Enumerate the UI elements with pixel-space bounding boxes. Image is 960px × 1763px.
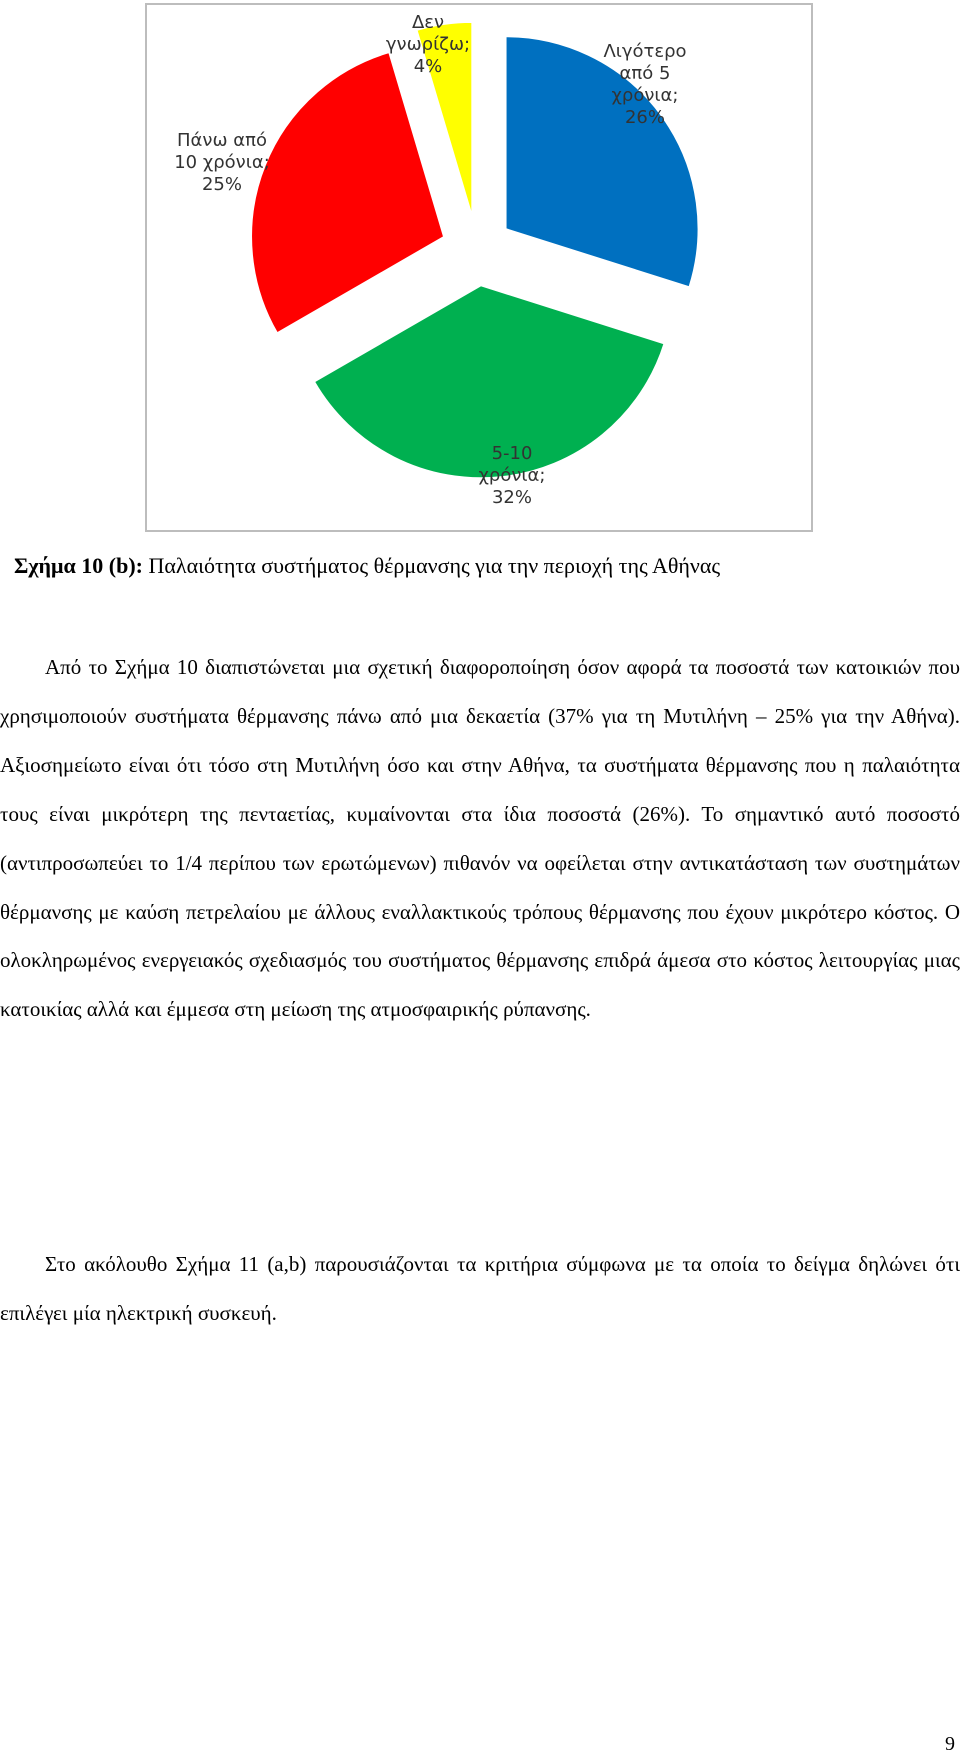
slice-label-over-10-years: Πάνω από 10 χρόνια; 25%: [174, 130, 270, 195]
pie-chart-frame: [145, 3, 813, 532]
slice-label-under-5-years: Λιγότερο από 5 χρόνια; 26%: [603, 41, 687, 128]
figure-caption-label: Σχήμα 10 (b):: [14, 553, 144, 578]
body-paragraph-2: Στο ακόλουθο Σχήμα 11 (a,b) παρουσιάζονται τα κριτήρια σύμφωνα με τα οποία το δείγμα δηλώνει ότι επιλέγει μία ηλεκτρική συσκευή.: [0, 1252, 960, 1325]
slice-label-5-10-years: 5-10 χρόνια; 32%: [478, 443, 546, 508]
figure-caption: [14, 553, 720, 579]
body-paragraph-1: Από το Σχήμα 10 διαπιστώνεται μια σχετική διαφοροποίηση όσον αφορά τα ποσοστά των κατοικιών που χρησιμοποιούν συστήματα θέρμανσης πάνω από μια δεκαετία (37% για τη Μυτιλήνη – 25% για την Αθήνα). Αξιοσημείωτο είναι ότι τόσο στη Μυτιλήνη όσο και στην Αθήνα, τα συστήματα θέρμανσης που η παλαιότητα τους είναι μικρότερη της πενταετίας, κυμαίνονται στα ίδια ποσοστά (26%). Το σημαντικό αυτό ποσοστό (αντιπροσωπεύει το 1/4 περίπου των ερωτώμενων) πιθανόν να οφείλεται στην αντικατάσταση των συστημάτων θέρμανσης με καύση πετρελαίου με άλλους εναλλακτικούς τρόπους θέρμανσης που έχουν μικρότερο κόστος. Ο ολοκληρωμένος ενεργειακός σχεδιασμός του συστήματος θέρμανσης επιδρά άμεσα στο κόστος λειτουργίας μιας κατοικίας αλλά και έμμεσα στη μείωση της ατμοσφαιρικής ρύπανσης.: [0, 655, 960, 1022]
slice-label-dont-know: Δεν γνωρίζω; 4%: [385, 12, 471, 77]
page-number: 9: [945, 1733, 955, 1755]
figure-caption-text: Παλαιότητα συστήματος θέρμανσης για την περιοχή της Αθήνας: [143, 553, 721, 578]
